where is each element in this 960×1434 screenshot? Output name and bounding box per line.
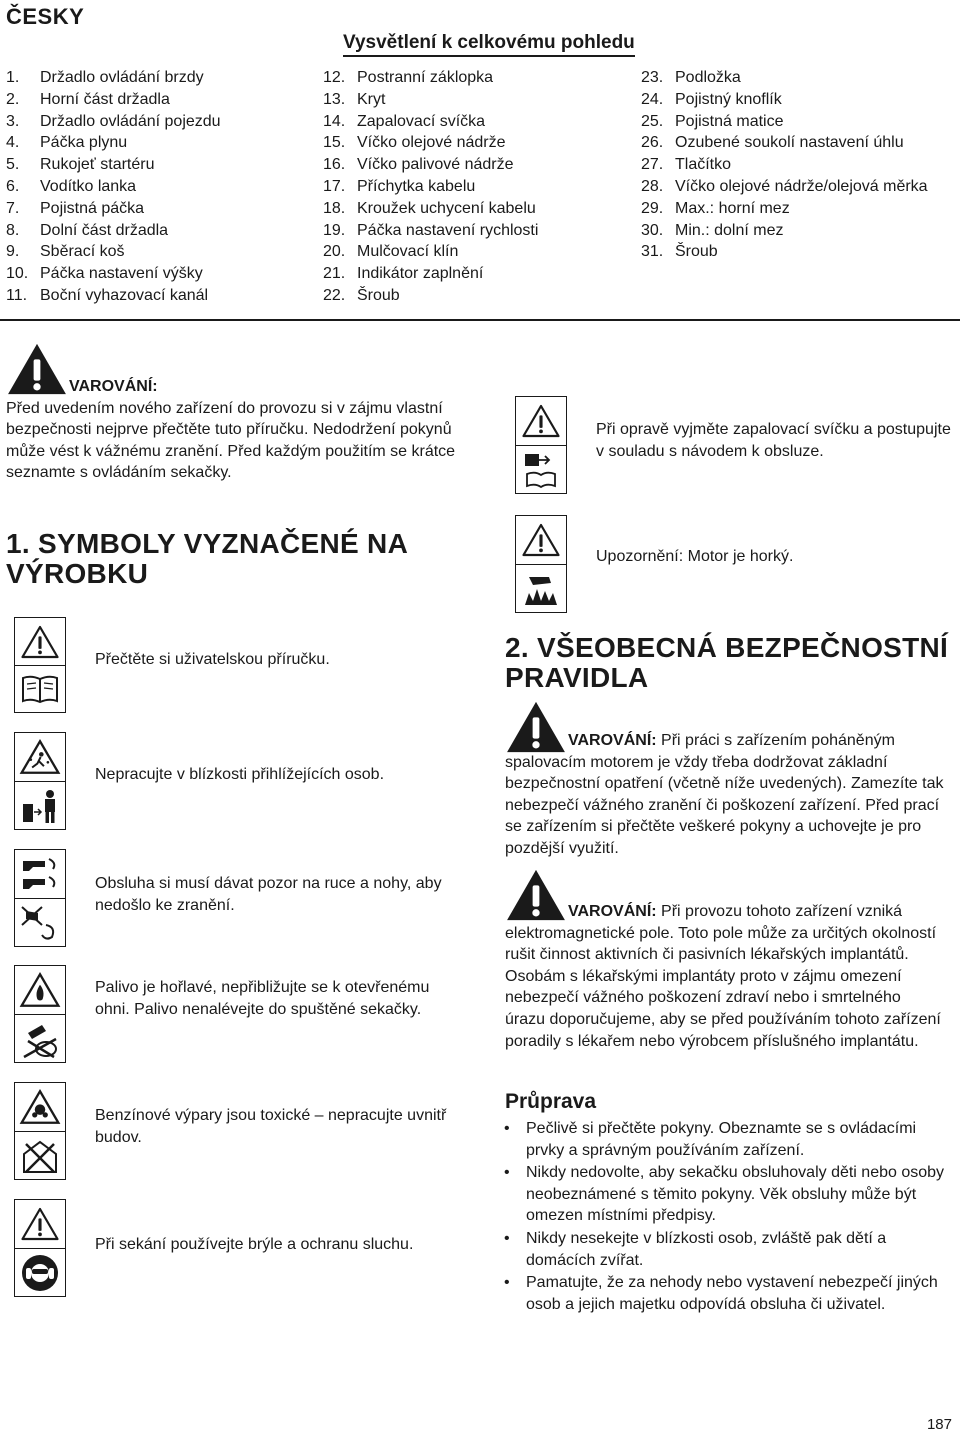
part-number: 19.: [323, 221, 346, 239]
symbol-fuel-fire: [14, 965, 66, 1063]
goggles-earmuffs-icon: [20, 1253, 60, 1293]
part-label: Vodítko lanka: [40, 177, 137, 195]
part-number: 1.: [6, 69, 20, 86]
part-number: 8.: [6, 221, 20, 239]
preparation-title: Průprava: [505, 1090, 597, 1113]
symbol-bystanders-text: Nepracujte v blízkosti přihlížejících osob.: [95, 766, 385, 783]
part-item: [641, 198, 956, 220]
section1-title: 1. SYMBOLY VYZNAČENÉ NA VÝROBKU: [6, 528, 408, 589]
part-item: [323, 176, 623, 198]
part-number: 17.: [323, 177, 346, 195]
part-label: Indikátor zaplnění: [357, 265, 484, 283]
part-label: Max.: horní mez: [675, 199, 790, 217]
symbol-toxic-fumes-text: Benzínové výpary jsou toxické – nepracujte uvnitř budov.: [95, 1107, 447, 1146]
part-item: [323, 220, 623, 242]
part-item: [323, 89, 623, 111]
part-number: 21.: [323, 265, 346, 283]
part-label: Tlačítko: [675, 156, 732, 174]
part-number: 14.: [323, 112, 346, 130]
symbol-fuel-fire-text: Palivo je hořlavé, nepřibližujte se k otevřenému ohni. Palivo nenalévejte do spuštěné sekačky.: [95, 979, 430, 1018]
part-number: 4.: [6, 134, 20, 152]
part-number: 30.: [641, 221, 664, 239]
part-item: [641, 176, 956, 198]
overview-title: Vysvětlení k celkovému pohledu: [343, 32, 635, 57]
part-number: 27.: [641, 156, 664, 174]
part-label: Rukojeť startéru: [40, 156, 155, 174]
part-number: 11.: [6, 286, 28, 304]
part-item: [323, 285, 623, 307]
part-item: [323, 198, 623, 220]
parts-list-col3: [641, 67, 956, 263]
part-item: [641, 220, 956, 242]
part-number: 20.: [323, 243, 346, 261]
part-label: Víčko palivové nádrže: [357, 156, 514, 174]
symbol-eye-ear-protection: [14, 1199, 66, 1297]
warning-outline-icon: [20, 1206, 60, 1242]
warning-label: VAROVÁNÍ:: [568, 903, 657, 920]
preparation-item: • Pečlivě si přečtěte pokyny. Obeznamte se s ovládacími prvky a správným používáním zařízení.: [503, 1118, 955, 1161]
part-label: Ozubené soukolí nastavení úhlu: [675, 134, 904, 152]
part-item: [641, 241, 956, 263]
symbol-read-manual: [14, 617, 66, 713]
part-item: [641, 89, 956, 111]
part-number: 28.: [641, 177, 664, 195]
thrown-objects-icon: [19, 738, 61, 776]
part-item: [6, 285, 306, 307]
no-refuel-icon: [20, 1019, 60, 1059]
part-label: Pojistná páčka: [40, 199, 145, 217]
part-label: Podložka: [675, 69, 741, 86]
part-number: 29.: [641, 199, 664, 217]
part-label: Boční vyhazovací kanál: [40, 286, 209, 304]
warning-text: Před uvedením nového zařízení do provozu si v zájmu vlastní bezpečnosti nejprve přečtěte tuto příručku. Nedodržení pokynů může vést k vážnému zranění. Před každým použitím se krátce seznamte s ovládáním sekačky.: [6, 399, 456, 482]
part-number: 13.: [323, 90, 346, 108]
warning-label: VAROVÁNÍ:: [69, 378, 158, 395]
part-label: Držadlo ovládání pojezdu: [40, 112, 221, 130]
part-item: [323, 154, 623, 176]
part-label: Sběrací koš: [40, 243, 125, 261]
warning-engine: [505, 730, 945, 860]
part-item: [6, 220, 306, 242]
part-item: [323, 111, 623, 133]
part-label: Páčka plynu: [40, 134, 128, 152]
part-item: [6, 198, 306, 220]
part-label: Dolní část držadla: [40, 221, 169, 239]
part-number: 15.: [323, 134, 346, 152]
part-item: [323, 241, 623, 263]
warning-text: Při práci s zařízením poháněným spalovacím motorem je vždy třeba dodržovat základní bezpečnostní opatření (včetně níže uvedených). Zamezíte tak nebezpečí vážného zranění či poškození zařízení. Před prací se zařízením si přečtěte veškeré pokyny a uchovejte je pro pozdější využití.: [505, 732, 944, 857]
part-item: [641, 67, 956, 89]
hand-blade-icon: [19, 853, 61, 895]
part-label: Zapalovací svíčka: [357, 112, 486, 130]
part-label: Pojistný knoflík: [675, 90, 782, 108]
part-item: [6, 111, 306, 133]
part-number: 5.: [6, 156, 20, 174]
symbol-eye-ear-protection-text: Při sekání používejte brýle a ochranu sluchu.: [95, 1236, 414, 1253]
fire-warning-icon: [19, 971, 61, 1009]
person-distance-icon: [20, 788, 60, 824]
part-number: 9.: [6, 243, 20, 261]
part-item: [323, 263, 623, 285]
part-label: Páčka nastavení výšky: [40, 265, 203, 283]
part-label: Víčko olejové nádrže/olejová měrka: [675, 177, 928, 195]
part-item: [323, 132, 623, 154]
page-number: 187: [926, 1416, 952, 1433]
preparation-list: [503, 1118, 955, 1316]
warning-label: VAROVÁNÍ:: [568, 732, 657, 749]
part-number: 24.: [641, 90, 664, 108]
parts-list-col2: [323, 67, 623, 307]
spark-plug-manual-icon: [521, 450, 561, 490]
part-number: 16.: [323, 156, 346, 174]
symbol-read-manual-text: Přečtěte si uživatelskou příručku.: [95, 651, 330, 668]
part-number: 10.: [6, 265, 29, 283]
preparation-item: • Nikdy nedovolte, aby sekačku obsluhovaly děti nebo osoby neobeznámené s těmito pokyny. Věk obsluhy může být omezen místními předpisy.: [503, 1162, 955, 1227]
warning-intro: [6, 376, 466, 484]
part-number: 18.: [323, 199, 346, 217]
part-item: [323, 67, 623, 89]
language-heading: ČESKY: [6, 4, 85, 29]
part-label: Kroužek uchycení kabelu: [357, 199, 536, 217]
symbol-hot-engine-text: Upozornění: Motor je horký.: [596, 548, 794, 565]
part-item: [6, 89, 306, 111]
part-label: Min.: dolní mez: [675, 221, 784, 239]
part-number: 26.: [641, 134, 664, 152]
symbol-toxic-fumes: [14, 1082, 66, 1180]
symbol-hands-feet-text: Obsluha si musí dávat pozor na ruce a nohy, aby nedošlo ke zranění.: [95, 875, 442, 914]
part-label: Šroub: [357, 286, 400, 304]
symbol-bystanders: [14, 732, 66, 830]
hot-surface-icon: [521, 569, 561, 609]
part-label: Příchytka kabelu: [357, 177, 476, 195]
part-label: Páčka nastavení rychlosti: [357, 221, 539, 239]
part-number: 6.: [6, 177, 20, 195]
part-label: Mulčovací klín: [357, 243, 459, 261]
part-item: [6, 67, 306, 89]
part-number: 2.: [6, 90, 20, 108]
book-icon: [21, 674, 59, 704]
part-label: Víčko olejové nádrže: [357, 134, 506, 152]
part-item: [641, 111, 956, 133]
warning-text: Při provozu tohoto zařízení vzniká elektromagnetické pole. Toto pole může za určitých okolností rušit činnost aktivních či pasivních lékařských implantátů. Osobám s lékařskými implantáty proto v zájmu omezení nebezpečí vážného poškození zdraví nebo i smrtelného úrazu doporučujeme, aby se před používáním tohoto zařízení poradily s lékařem nebo výrobcem příslušného implantátu.: [505, 903, 941, 1050]
symbol-hot-engine: [515, 515, 567, 613]
warning-outline-icon: [20, 624, 60, 660]
symbol-spark-plug: [515, 396, 567, 494]
symbol-hands-feet: [14, 849, 66, 947]
part-label: Horní část držadla: [40, 90, 170, 108]
part-number: 23.: [641, 69, 664, 86]
part-item: [6, 241, 306, 263]
warning-outline-icon: [521, 403, 561, 439]
part-number: 3.: [6, 112, 20, 130]
preparation-item: • Pamatujte, že za nehody nebo vystavení nebezpečí jiných osob a jejich majetku odpovídá obsluha či uživatel.: [503, 1272, 955, 1315]
part-number: 31.: [641, 243, 664, 261]
part-item: [641, 154, 956, 176]
part-label: Šroub: [675, 243, 718, 261]
part-number: 12.: [323, 69, 346, 86]
no-feet-icon: [20, 903, 60, 943]
section-divider: [0, 319, 960, 321]
part-number: 25.: [641, 112, 664, 130]
part-item: [6, 154, 306, 176]
toxic-warning-icon: [19, 1088, 61, 1126]
part-label: Kryt: [357, 90, 386, 108]
warning-emf: [505, 901, 945, 1052]
part-item: [641, 132, 956, 154]
parts-list-col1: [6, 67, 306, 307]
part-number: 22.: [323, 286, 346, 304]
part-item: [6, 176, 306, 198]
part-item: [6, 132, 306, 154]
no-indoor-icon: [20, 1136, 60, 1176]
part-label: Postranní záklopka: [357, 69, 494, 86]
part-item: [6, 263, 306, 285]
section2-title: 2. VŠEOBECNÁ BEZPEČNOSTNÍ PRAVIDLA: [505, 632, 949, 693]
symbol-spark-plug-text: Při opravě vyjměte zapalovací svíčku a postupujte v souladu s návodem k obsluze.: [596, 421, 951, 460]
preparation-item: • Nikdy nesekejte v blízkosti osob, zvláště pak dětí a domácích zvířat.: [503, 1228, 955, 1271]
part-label: Držadlo ovládání brzdy: [40, 69, 204, 86]
part-label: Pojistná matice: [675, 112, 784, 130]
part-number: 7.: [6, 199, 20, 217]
warning-outline-icon: [521, 522, 561, 558]
